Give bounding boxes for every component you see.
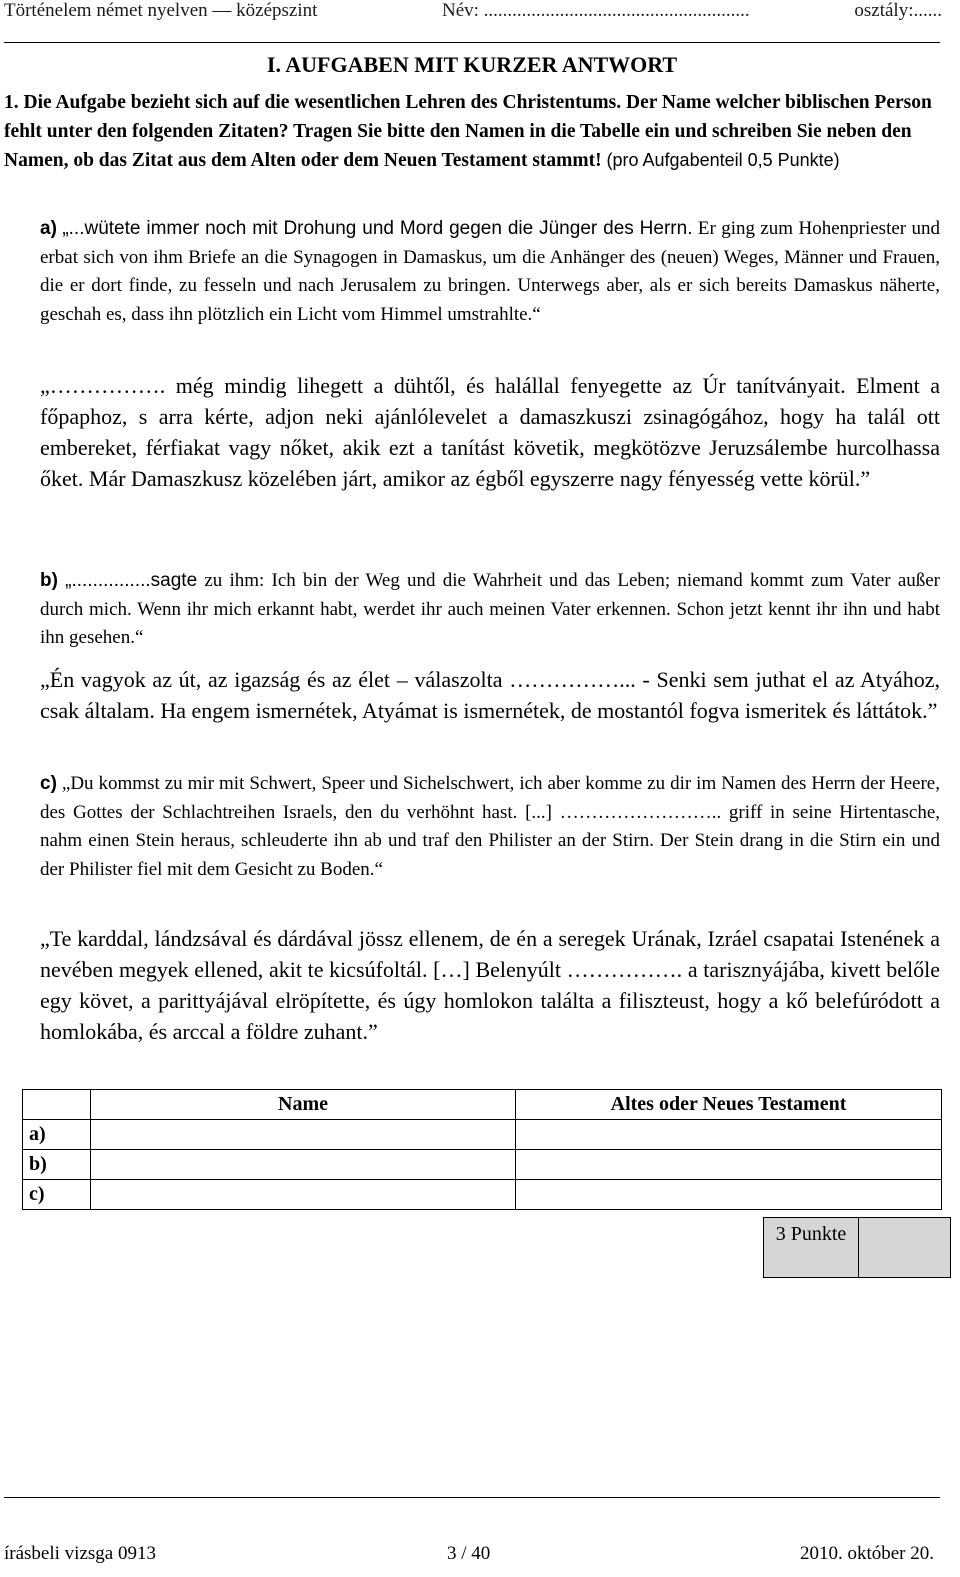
table-header-name: Name bbox=[91, 1090, 516, 1120]
quote-c-german bbox=[40, 770, 940, 884]
answer-table bbox=[22, 1089, 942, 1210]
footer-exam-id: írásbeli vizsga 0913 bbox=[4, 1543, 156, 1564]
header-class-field: osztály:...... bbox=[854, 0, 942, 21]
table-header-testament: Altes oder Neues Testament bbox=[516, 1090, 942, 1120]
answer-b-name-field[interactable] bbox=[91, 1150, 516, 1180]
footer-divider bbox=[4, 1497, 940, 1498]
row-label-b: b) bbox=[23, 1150, 91, 1180]
table-row bbox=[23, 1150, 942, 1180]
table-row bbox=[23, 1180, 942, 1210]
quote-b-german bbox=[40, 567, 940, 653]
score-entry-field[interactable] bbox=[859, 1218, 950, 1277]
footer-date: 2010. október 20. bbox=[799, 1543, 934, 1564]
quote-b-label: b) bbox=[40, 570, 58, 591]
answer-b-testament-field[interactable] bbox=[516, 1150, 942, 1180]
section-title: I. AUFGABEN MIT KURZER ANTWORT bbox=[266, 52, 678, 77]
quote-a-german bbox=[40, 215, 940, 329]
quote-b-hungarian: „Én vagyok az út, az igazság és az élet – válaszolta ……………... - Senki sem juthat el az Atyához, csak általam. Ha engem ismernétek, Atyámat is ismernétek, de mostantól fogva ismeritek és láttátok.” bbox=[40, 667, 940, 723]
task-intro-text: 1. Die Aufgabe bezieht sich auf die wesentlichen Lehren des Christentums. Der Name welcher biblischen Person fehlt unter den folgenden Zitaten? Tragen Sie bitte den Namen in die Tabelle ein und schreiben Sie neben den Namen, ob das Zitat aus dem Alten oder dem Neuen Testament stammt! bbox=[4, 92, 932, 171]
quote-c-hungarian: „Te karddal, lándzsával és dárdával jössz ellenem, de én a seregek Urának, Izráel csapatai Istenének a nevében megyek ellened, akit te kicsúfoltál. […] Belenyúlt ……………. a tarisznyájába, kivett belőle egy követ, a parittyájával elröpítette, és úgy homlokon találta a filiszteust, hogy a kő belefúródott a homlokába, és arccal a földre zuhant.” bbox=[40, 926, 940, 1044]
row-label-c: c) bbox=[23, 1180, 91, 1210]
table-row bbox=[23, 1120, 942, 1150]
table-header-row bbox=[23, 1090, 942, 1120]
quote-c-german-text: „Du kommst zu mir mit Schwert, Speer und Sichelschwert, ich aber komme zu dir im Namen des Herrn der Heere, des Gottes der Schlachtreihen Israels, den du verhöhnt hast. [...] …………………….. griff in seine Hirtentasche, nahm einen Stein heraus, schleuderte ihn ab und traf den Philister an der Stirn. Der Stein drang in die Stirn ein und der Philister fiel mit dem Gesicht zu Boden.“ bbox=[40, 773, 940, 880]
quote-b-german-text: zu ihm: Ich bin der Weg und die Wahrheit und das Leben; niemand kommt zum Vater außer durch mich. Wenn ihr mich erkannt habt, werdet ihr auch meinen Vater erkennen. Schon jetzt kennt ihr ihn und habt ihn gesehen.“ bbox=[40, 570, 941, 649]
quote-c-label: c) bbox=[40, 773, 57, 794]
quote-a-german-text: Er ging zum Hohenpriester und erbat sich von ihm Briefe an die Synagogen in Damaskus, um die Anhänger des (neuen) Weges, Männer und Frauen, die er dort finde, zu fesseln und nach Jerusalem zu bringen. Unterwegs aber, als er sich bereits Damaskus näherte, geschah es, dass ihn plötzlich ein Licht vom Himmel umstrahlte.“ bbox=[40, 218, 941, 325]
answer-c-name-field[interactable] bbox=[91, 1180, 516, 1210]
row-label-a: a) bbox=[23, 1120, 91, 1150]
header-subject: Történelem német nyelven — középszint bbox=[4, 0, 318, 21]
task-instructions bbox=[4, 88, 942, 175]
quote-a-hungarian: „……………. még mindig lihegett a dühtől, és halállal fenyegette az Úr tanítványait. Elment a főpaphoz, s arra kérte, adjon neki ajánlólevelet a damaszkuszi zsinagógához, hogy ha talál ott embereket, férfiakat vagy nőket, akik ezt a tanítást követik, megkötözve Jeruzsálembe hurcolhassa őket. Már Damaszkusz közelében járt, amikor az égből egyszerre nagy fényesség vette körül.” bbox=[40, 373, 940, 491]
answer-a-name-field[interactable] bbox=[91, 1120, 516, 1150]
quote-a-label: a) bbox=[40, 218, 57, 239]
score-points-label: 3 Punkte bbox=[764, 1218, 859, 1277]
footer-page-number: 3 / 40 bbox=[447, 1543, 491, 1564]
task-points-note: (pro Aufgabenteil 0,5 Punkte) bbox=[606, 150, 840, 170]
answer-c-testament-field[interactable] bbox=[516, 1180, 942, 1210]
quote-a-german-lead: „...wütete immer noch mit Drohung und Mord gegen die Jünger des Herrn. bbox=[62, 218, 693, 239]
quote-b-german-lead: „...............sagte bbox=[65, 570, 198, 591]
score-box bbox=[763, 1217, 951, 1278]
header-name-field: Név: ........................................................ bbox=[442, 0, 750, 21]
header-divider bbox=[4, 42, 940, 43]
answer-a-testament-field[interactable] bbox=[516, 1120, 942, 1150]
table-header-blank bbox=[23, 1090, 91, 1120]
page-header bbox=[4, 0, 942, 22]
